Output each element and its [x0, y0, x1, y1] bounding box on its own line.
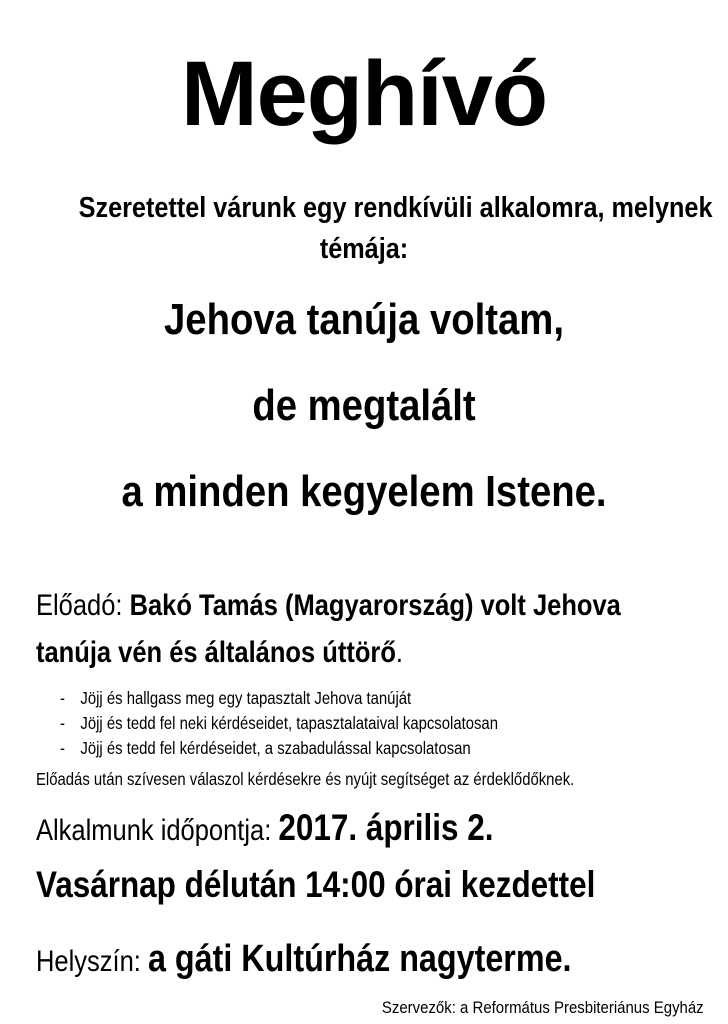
bullet-dash: -: [60, 713, 65, 733]
location-label: Helyszín:: [36, 945, 148, 978]
bullet-dash: -: [60, 738, 65, 758]
organizer-credit: Szervezők: a Református Presbiteriánus Egyház: [382, 998, 704, 1017]
schedule-line: [36, 803, 594, 856]
bullet-text: Jöjj és hallgass meg egy tapasztalt Jehova tanúját: [80, 688, 412, 708]
speaker-role: tanúja vén és általános úttörő: [36, 636, 396, 669]
topic-line-1: Jehova tanúja voltam,: [164, 295, 564, 344]
time-line: Vasárnap délután 14:00 órai kezdettel: [36, 864, 596, 905]
intro-line-2: témája:: [319, 233, 409, 265]
speaker-line-2: [36, 629, 594, 676]
note-text: Előadás után szívesen válaszol kérdésekre és nyújt segítséget az érdeklődőknek.: [36, 769, 575, 789]
speaker-line-1: [36, 582, 621, 629]
topic-line-3: a minden kegyelem Istene.: [121, 467, 607, 516]
speaker-label: Előadó:: [36, 589, 130, 622]
speaker-name: Bakó Tamás (Magyarország) volt Jehova: [129, 589, 621, 622]
speaker-period: .: [395, 636, 404, 669]
bullet-list: [60, 686, 692, 761]
topic-line-2: de megtalált: [252, 381, 476, 430]
location-line: [36, 932, 594, 989]
schedule-date: 2017. április 2.: [278, 807, 494, 848]
bullet-text: Jöjj és tedd fel kérdéseidet, a szabadulással kapcsolatosan: [80, 738, 471, 758]
bullet-text: Jöjj és tedd fel neki kérdéseidet, tapasztalataival kapcsolatosan: [80, 713, 498, 733]
speaker-section: [36, 582, 692, 676]
intro-line-1: Szeretettel várunk egy rendkívüli alkalomra, melynek: [78, 192, 713, 224]
bullet-item: [60, 736, 597, 761]
bullet-dash: -: [60, 688, 65, 708]
page-title: Meghívó: [180, 43, 548, 145]
bullet-item: [60, 686, 597, 711]
location-value: a gáti Kultúrház nagyterme.: [147, 938, 572, 980]
schedule-label: Alkalmunk időpontja:: [36, 814, 279, 847]
bullet-item: [60, 711, 597, 736]
